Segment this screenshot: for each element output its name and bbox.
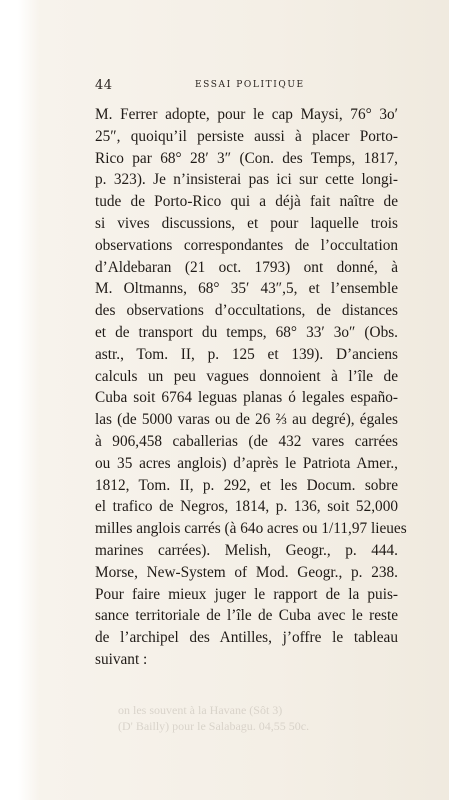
text-line: marines carrées). Melish, Geogr., p. 444. [95,541,398,559]
text-line: astr., Tom. II, p. 125 et 139). D’anciens [95,345,398,363]
text-line: de l’archipel des Antilles, j’offre le tableau [95,629,398,647]
text-line: el trafico de Negros, 1814, p. 136, soit 52,000 [95,498,398,516]
text-line: p. 323). Je n’insisterai pas ici sur cette longi- [95,171,398,189]
text-line: 1812, Tom. II, p. 292, et les Docum. sobre [95,476,398,494]
text-line: Pour faire mieux juger le rapport de la puis- [95,585,398,603]
text-line: Rico par 68° 28′ 3″ (Con. des Temps, 1817, [95,149,398,167]
text-line: des observations d’occultations, de distances [95,302,398,320]
text-line: si vives discussions, et pour laquelle trois [95,214,398,232]
bleed-through-line: on les souvent à la Havane (Sôt 3) [118,703,283,717]
text-line: calculs un peu vagues donnoient à l’île de [95,367,398,385]
running-head: ESSAI POLITIQUE [195,80,305,90]
text-line: milles anglois carrés (à 64o acres ou 1/11,97 lieues [95,520,407,538]
body-text [95,104,407,671]
text-line: M. Ferrer adopte, pour le cap Maysi, 76° 3o′ [95,106,398,123]
text-line: observations correspondantes de l’occultation [95,236,398,254]
text-line: suivant : [95,650,148,668]
text-line: 25″, quoiqu’il persiste aussi à placer Porto- [95,127,398,145]
text-line: tude de Porto-Rico qui a déjà fait naître de [95,193,398,211]
text-line: Morse, New-System of Mod. Geogr., p. 238. [95,563,398,581]
text-line: las (de 5000 varas ou de 26 ⅔ au degré), égales [95,411,398,429]
text-line: d’Aldebaran (21 oct. 1793) ont donné, à [95,258,398,276]
bleed-through-line: (D' Bailly) pour le Salabagu. 04,55 50c. [118,719,310,733]
page-number: 44 [95,78,113,93]
text-line: Cuba soit 6764 leguas planas ó legales españo- [95,389,398,407]
text-line: sance territoriale de l’île de Cuba avec le reste [95,607,398,625]
text-line: à 906,458 caballerias (de 432 vares carrées [95,432,398,450]
text-line: et de transport du temps, 68° 33′ 3o″ (Obs. [95,323,398,341]
text-line: ou 35 acres anglois) d’après le Patriota Amer., [95,454,398,472]
bleed-through-text [118,702,398,734]
page-header [95,78,395,96]
text-line: M. Oltmanns, 68° 35′ 43″,5, et l’ensemble [95,280,398,298]
